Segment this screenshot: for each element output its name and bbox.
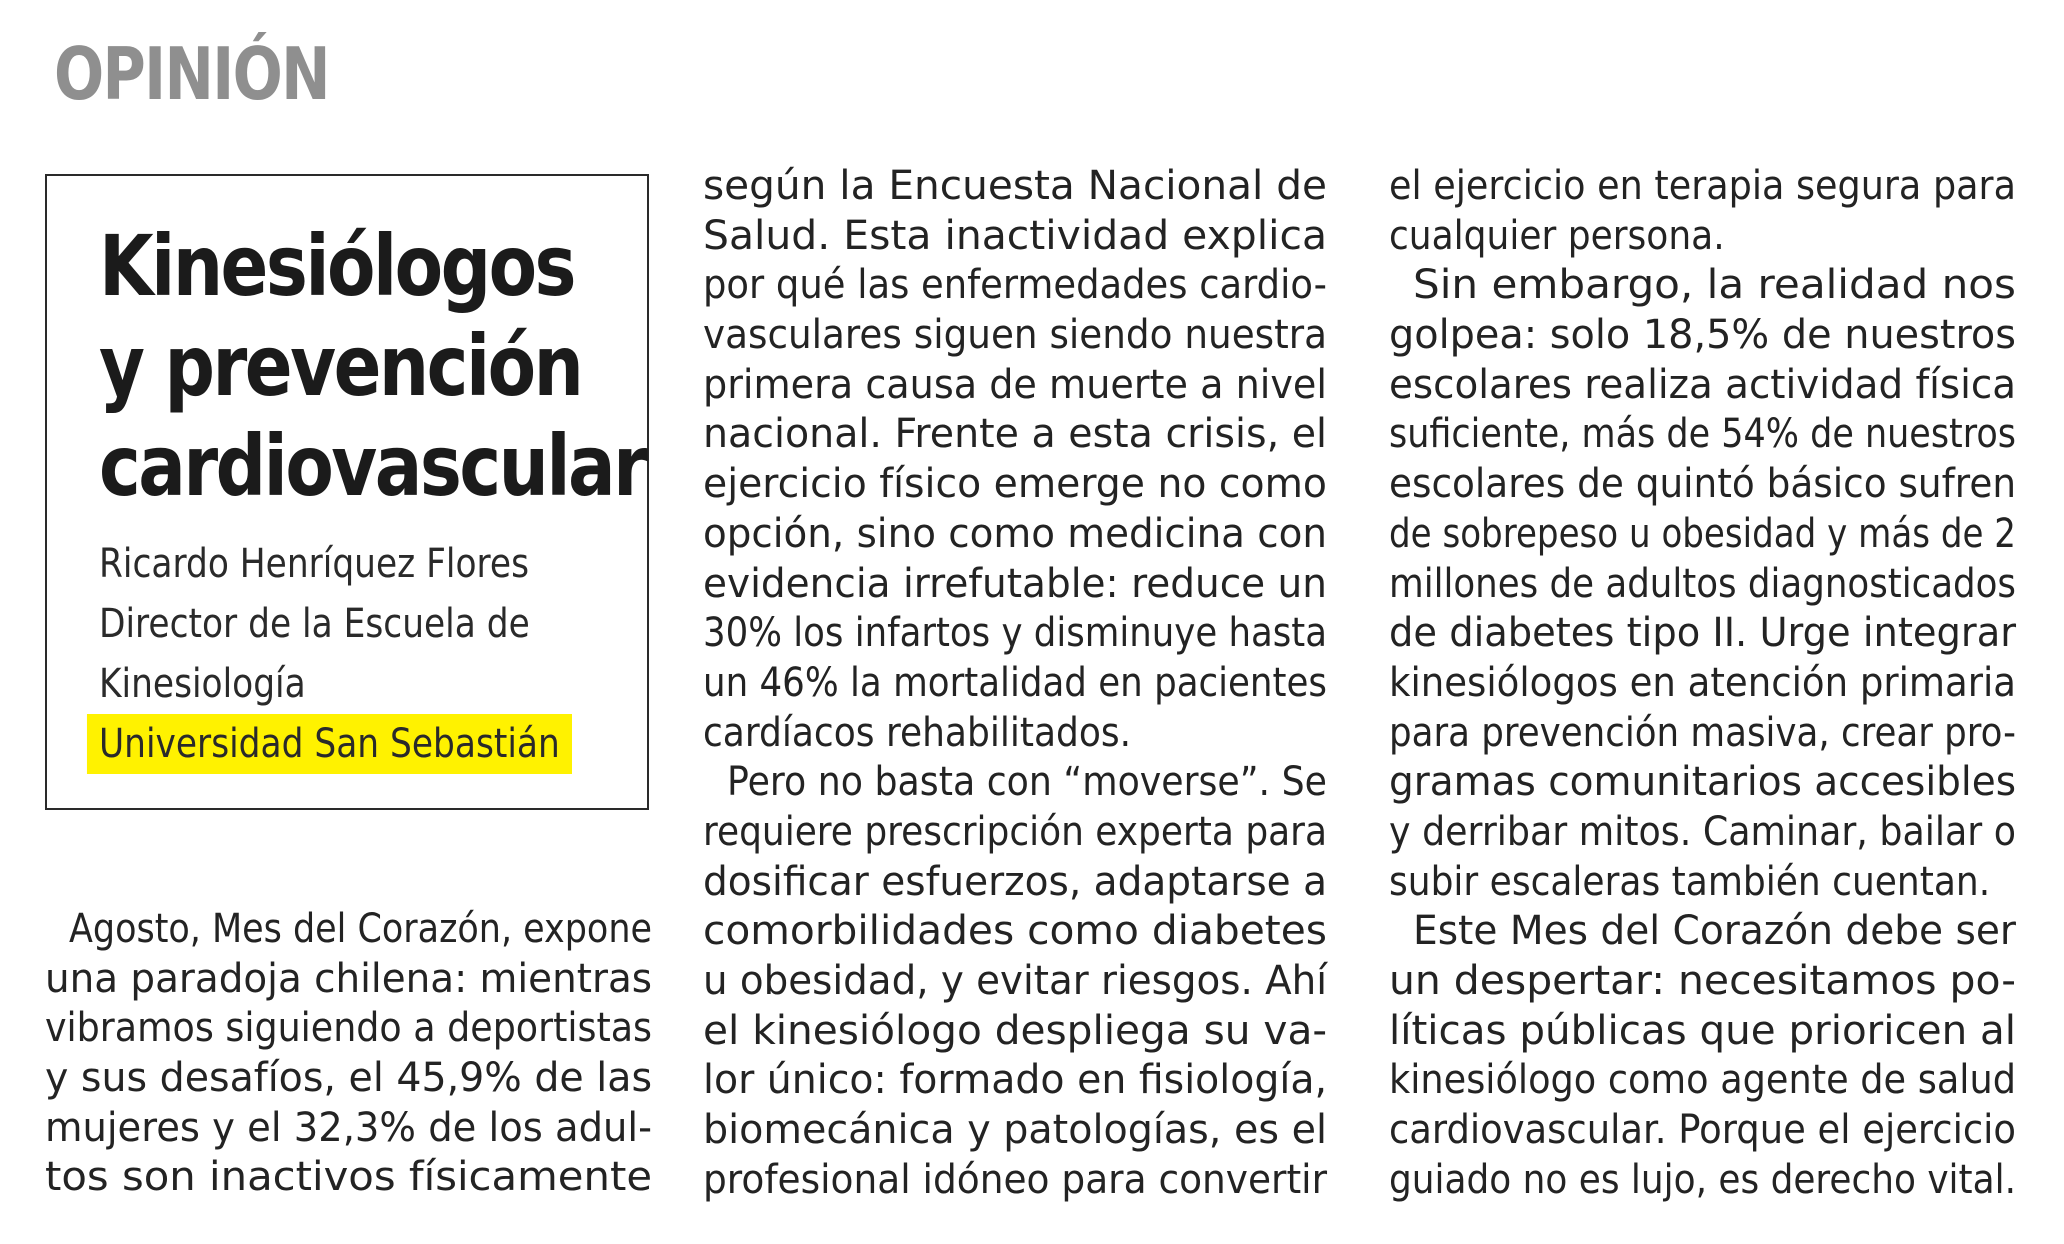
article-line: vibramos siguiendo a deportistas [45, 1005, 653, 1052]
article-line: requiere prescripción experta para [703, 808, 1327, 855]
article-line: evidencia irrefutable: reduce un [703, 560, 1327, 607]
article-line: ejercicio físico emerge no como [703, 461, 1327, 508]
article-line: kinesiólogos en atención primaria [1389, 659, 2016, 706]
article-line: comorbilidades como diabetes [703, 908, 1327, 955]
article-line: primera causa de muerte a nivel [703, 361, 1328, 408]
article-line: Salud. Esta inactividad explica [703, 212, 1328, 259]
article-line: 30% los infartos y disminuye hasta [703, 610, 1328, 657]
byline [99, 534, 572, 774]
article-column-1 [45, 905, 652, 1203]
article-line: tos son inactivos físicamente [45, 1154, 653, 1201]
article-line: para prevención masiva, crear pro- [1389, 709, 2016, 756]
headline-line: cardiovascular [99, 417, 646, 515]
article-line: dosificar esfuerzos, adaptarse a [703, 858, 1328, 905]
article-line: de sobrepeso u obesidad y más de 2 [1389, 510, 2016, 557]
article-line: líticas públicas que prioricen al [1389, 1007, 2016, 1054]
article-line: biomecánica y patologías, es el [703, 1107, 1327, 1154]
article-line: lor único: formado en fisiología, [703, 1057, 1328, 1104]
article-line: escolares realiza actividad física [1389, 361, 2017, 408]
article-line: vasculares siguen siendo nuestra [703, 312, 1328, 359]
article-line: cualquier persona. [1389, 212, 1725, 259]
article-line: Este Mes del Corazón debe ser [1413, 908, 2017, 955]
article-column-2 [703, 162, 1327, 1205]
article-line: cardíacos rehabilitados. [703, 709, 1132, 756]
article-line: el kinesiólogo despliega su va- [703, 1007, 1328, 1054]
article-line: de diabetes tipo II. Urge integrar [1389, 610, 2017, 657]
article-line: Agosto, Mes del Corazón, expone [69, 906, 652, 952]
headline-box [45, 174, 649, 810]
article-line: guiado no es lujo, es derecho vital. [1389, 1156, 2016, 1203]
article-line: según la Encuesta Nacional de [703, 163, 1327, 209]
article-line: u obesidad, y evitar riesgos. Ahí [703, 958, 1328, 1004]
article-line: suficiente, más de 54% de nuestros [1389, 411, 2017, 458]
article-line: opción, sino como medicina con [703, 510, 1328, 557]
article-line: un despertar: necesitamos po- [1389, 958, 2017, 1004]
article-line: subir escaleras también cuentan. [1389, 858, 1991, 905]
article-line: profesional idóneo para convertir [703, 1156, 1327, 1203]
article-line: un 46% la mortalidad en pacientes [703, 659, 1327, 706]
headline [99, 216, 645, 516]
author-title: Kinesiología [99, 661, 306, 707]
article-line: Pero no basta con “moverse”. Se [727, 759, 1327, 806]
article-line: mujeres y el 32,3% de los adul- [45, 1104, 653, 1151]
article-column-3 [1389, 162, 2016, 1205]
article-line: el ejercicio en terapia segura para [1389, 163, 2016, 209]
section-label: OPINIÓN [54, 32, 329, 116]
article-line: y derribar mitos. Caminar, bailar o [1389, 808, 2017, 855]
article-line: escolares de quintó básico sufren [1389, 461, 2017, 508]
article-line: golpea: solo 18,5% de nuestros [1389, 312, 2016, 359]
article-line: y sus desafíos, el 45,9% de las [45, 1055, 653, 1102]
author-title: Director de la Escuela de [99, 601, 530, 647]
article-line: cardiovascular. Porque el ejercicio [1389, 1107, 2016, 1154]
author-institution: Universidad San Sebastián [87, 714, 572, 774]
article-line: gramas comunitarios accesibles [1389, 759, 2017, 806]
article-line: kinesiólogo como agente de salud [1389, 1057, 2016, 1104]
headline-line: y prevención [99, 317, 582, 415]
author-name: Ricardo Henríquez Flores [99, 541, 529, 587]
article-line: millones de adultos diagnosticados [1389, 560, 2016, 607]
article-line: Sin embargo, la realidad nos [1413, 262, 2016, 309]
article-line: por qué las enfermedades cardio- [703, 262, 1327, 309]
article-line: nacional. Frente a esta crisis, el [703, 411, 1327, 458]
article-line: una paradoja chilena: mientras [45, 955, 653, 1002]
headline-line: Kinesiólogos [99, 217, 575, 315]
